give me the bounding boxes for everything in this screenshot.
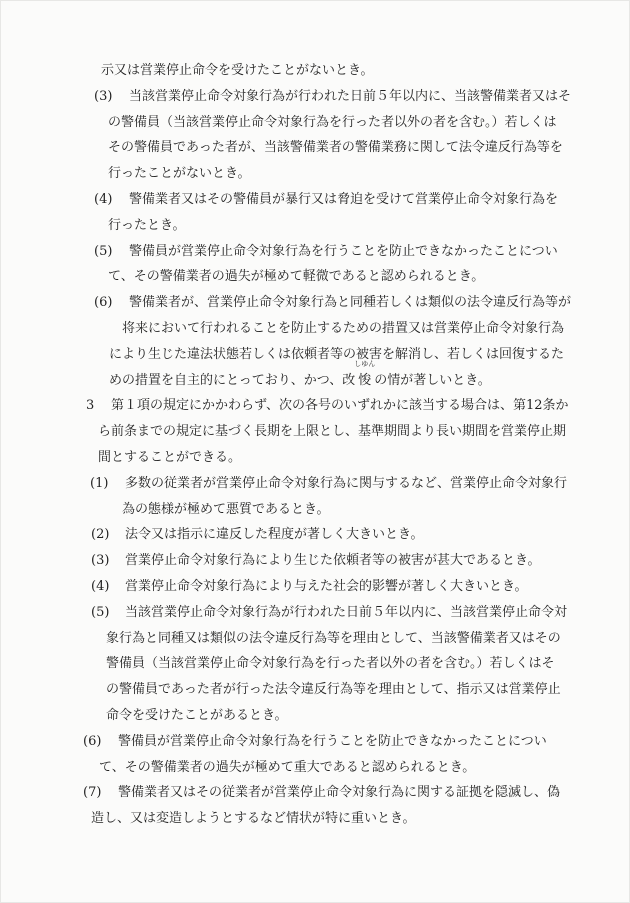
text-line (91, 806, 629, 832)
line-text: 警備業者又はその警備員が暴行又は脅迫を受けて営業停止命令対象行為を (129, 191, 559, 207)
line-text: により生じた違法状態若しくは依頼者等の被害を解消し、若しくは回復するた (109, 346, 565, 362)
list-item-line (83, 780, 629, 806)
text-line (98, 445, 629, 471)
text-line (106, 626, 629, 652)
list-item-line (91, 522, 629, 548)
text-line (109, 360, 629, 394)
list-item-line (90, 471, 629, 497)
line-text: 命令を受けたことがあるとき。 (106, 707, 288, 723)
text-line (108, 213, 629, 239)
item-number: (3) (91, 553, 110, 569)
list-item-line (94, 187, 629, 213)
line-text: 間とすることができる。 (98, 449, 242, 465)
item-number: (5) (94, 243, 113, 259)
line-text: 当該営業停止命令対象行為が行われた日前５年以内に、当該警備業者又はそ (129, 88, 572, 104)
line-text: 象行為と同種又は類似の法令違反行為等を理由として、当該警備業者又はその (106, 630, 561, 646)
line-text: て、その警備業者の過失が極めて軽微であると認められるとき。 (108, 269, 485, 285)
text-line (99, 755, 629, 781)
list-item-line (94, 239, 629, 265)
line-text: 営業停止命令対象行為により生じた依頼者等の被害が甚大であるとき。 (125, 553, 541, 569)
list-item-line (91, 600, 629, 626)
line-text: 行ったとき。 (108, 217, 186, 233)
text-line (122, 497, 629, 523)
item-number: (1) (90, 475, 109, 491)
item-number: (4) (91, 578, 110, 594)
item-number: (5) (91, 604, 110, 620)
line-text: めの措置を自主的にとっており、かつ、改 しゆん 悛 の情が著しいとき。 (109, 368, 491, 394)
list-item-line (91, 548, 629, 574)
text-line (122, 316, 629, 342)
line-text: 行ったことがないとき。 (108, 166, 251, 182)
line-text: 営業停止命令対象行為により与えた社会的影響が著しく大きいとき。 (125, 578, 528, 594)
line-text: 多数の従業者が営業停止命令対象行為に関与するなど、営業停止命令対象行 (125, 475, 568, 491)
item-number: 3 (86, 398, 95, 414)
list-item-line (86, 393, 629, 419)
line-text: 警備業者が、営業停止命令対象行為と同種若しくは類似の法令違反行為等が (129, 295, 572, 311)
line-text: 警備員（当該営業停止命令対象行為を行った者以外の者を含む。）若しくはそ (106, 656, 555, 672)
text-line (108, 110, 629, 136)
line-text: の警備員であった者が行った法令違反行為等を理由として、指示又は営業停止 (106, 682, 561, 698)
text-line (108, 135, 629, 161)
item-number: (6) (94, 295, 113, 311)
text-line (106, 677, 629, 703)
text-line (101, 58, 629, 84)
list-item-line (94, 84, 629, 110)
line-text: 造し、又は変造しようとするなど情状が特に重いとき。 (91, 811, 416, 827)
line-text: 警備員が営業停止命令対象行為を行うことを防止できなかったことについ (118, 733, 547, 749)
line-text: 将来において行われることを防止するための措置又は営業停止命令対象行為 (122, 320, 565, 336)
text-line (108, 161, 629, 187)
line-text: その警備員であった者が、当該警備業者の警備業務に関して法令違反行為等を (108, 140, 563, 156)
document-body (1, 58, 629, 832)
line-text: 法令又は指示に違反した程度が著しく大きいとき。 (125, 527, 424, 543)
furigana: しゆん (354, 360, 376, 369)
line-text: 第１項の規定にかかわらず、次の各号のいずれかに該当する場合は、第12条か (111, 398, 569, 414)
item-number: (3) (94, 88, 113, 104)
item-number: (4) (94, 191, 113, 207)
line-text: て、その警備業者の過失が極めて重大であると認められるとき。 (99, 759, 476, 775)
item-number: (2) (91, 527, 110, 543)
line-text: ら前条までの規定に基づく長期を上限とし、基準期間より長い期間を営業停止期 (98, 424, 567, 440)
line-text: 示又は営業停止命令を受けたことがないとき。 (101, 63, 374, 78)
line-text: の警備員（当該営業停止命令対象行為を行った者以外の者を含む。）若しくは (108, 114, 557, 130)
text-line (106, 651, 629, 677)
text-line (98, 419, 629, 445)
line-text: 警備員が営業停止命令対象行為を行うことを防止できなかったことについ (129, 243, 558, 259)
line-text: 為の態様が極めて悪質であるとき。 (122, 501, 330, 517)
line-text: 警備業者又はその従業者が営業停止命令対象行為に関する証拠を隠滅し、偽 (118, 785, 561, 801)
line-text: 当該営業停止命令対象行為が行われた日前５年以内に、当該営業停止命令対 (125, 604, 568, 620)
ruby-annotated-char: しゆん 悛 (354, 360, 376, 388)
item-number: (7) (83, 785, 102, 801)
text-line (106, 703, 629, 729)
list-item-line (94, 290, 629, 316)
list-item-line (83, 729, 629, 755)
list-item-line (91, 574, 629, 600)
item-number: (6) (83, 733, 102, 749)
text-line (108, 264, 629, 290)
